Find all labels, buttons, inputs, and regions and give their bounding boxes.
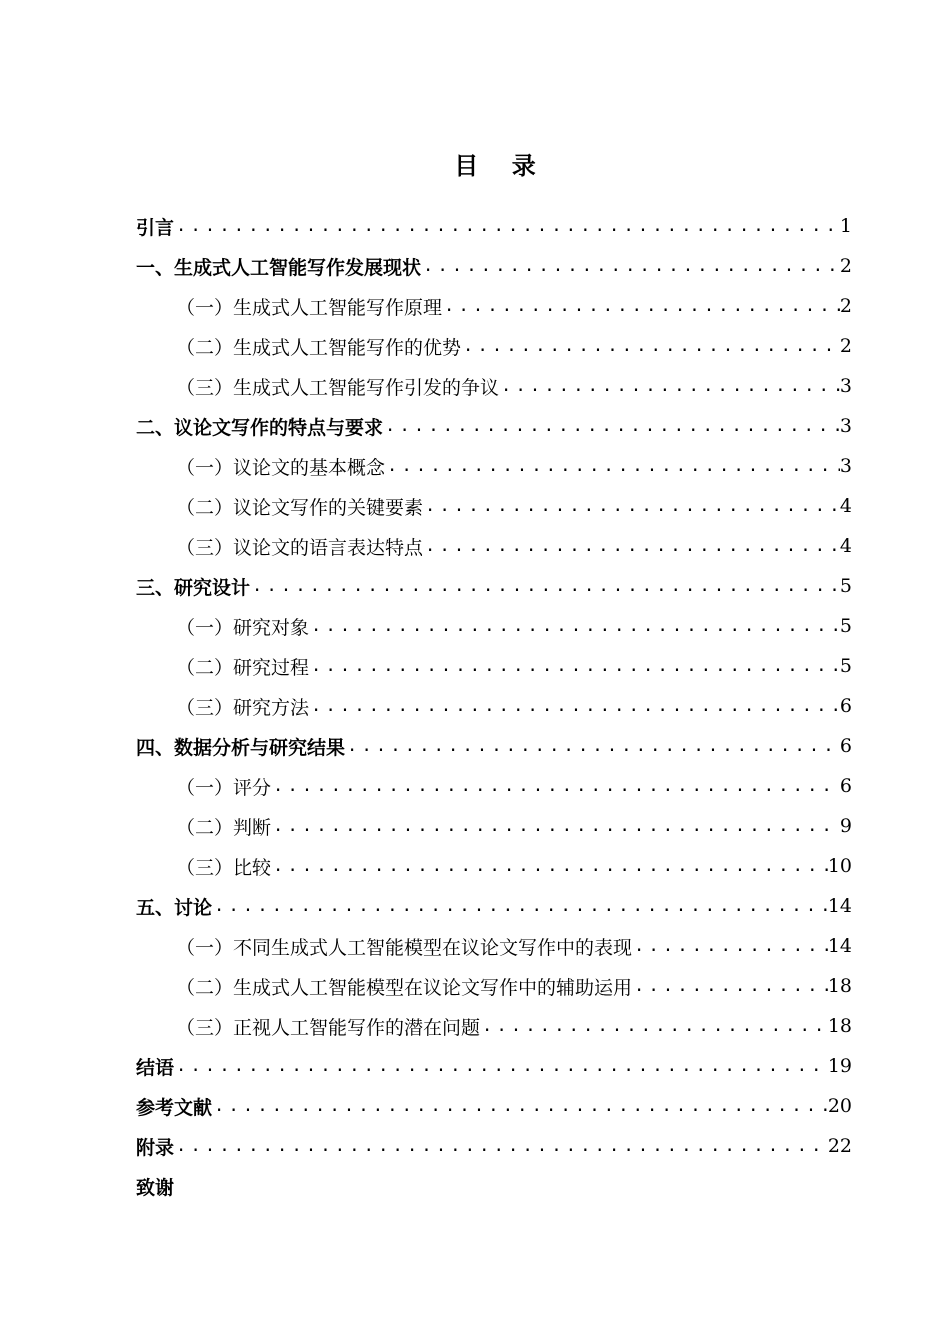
toc-entry-label: （一）评分 bbox=[176, 776, 272, 799]
toc-entry-intro[interactable] bbox=[136, 206, 852, 246]
toc-page-number: 3 bbox=[839, 375, 852, 397]
toc-page-number: 5 bbox=[839, 615, 852, 637]
toc-dot-leader bbox=[271, 816, 840, 836]
toc-page-number: 14 bbox=[827, 895, 852, 917]
toc-page-number: 3 bbox=[839, 415, 852, 437]
toc-entry-chapter-5[interactable] bbox=[136, 886, 852, 926]
toc-dot-leader bbox=[309, 616, 840, 636]
toc-entry-section-5-3[interactable] bbox=[176, 1006, 852, 1046]
toc-page-number: 6 bbox=[839, 775, 852, 797]
toc-entry-section-4-1[interactable] bbox=[176, 766, 852, 806]
toc-dot-leader bbox=[174, 216, 840, 236]
toc-entry-label: （三）议论文的语言表达特点 bbox=[176, 536, 424, 559]
toc-dot-leader bbox=[480, 1016, 828, 1036]
toc-dot-leader bbox=[212, 896, 828, 916]
toc-page-number: 1 bbox=[839, 215, 852, 237]
toc-entry-label: （一）不同生成式人工智能模型在议论文写作中的表现 bbox=[176, 936, 633, 959]
toc-page-number: 18 bbox=[827, 975, 852, 997]
toc-entry-label: （三）生成式人工智能写作引发的争议 bbox=[176, 376, 500, 399]
toc-dot-leader bbox=[345, 736, 840, 756]
toc-entry-label: 一、生成式人工智能写作发展现状 bbox=[136, 256, 422, 279]
toc-dot-leader bbox=[421, 256, 840, 276]
toc-dot-leader bbox=[423, 536, 840, 556]
toc-page-number: 4 bbox=[839, 495, 852, 517]
toc-page-number: 2 bbox=[839, 255, 852, 277]
toc-dot-leader bbox=[383, 416, 840, 436]
toc-page-number: 19 bbox=[827, 1055, 852, 1077]
toc-entry-label: 五、讨论 bbox=[136, 896, 213, 919]
toc-entry-label: 参考文献 bbox=[136, 1096, 213, 1119]
toc-entry-label: （二）生成式人工智能写作的优势 bbox=[176, 336, 462, 359]
toc-entry-chapter-1[interactable] bbox=[136, 246, 852, 286]
toc-entry-section-3-2[interactable] bbox=[176, 646, 852, 686]
toc-entry-label: （一）议论文的基本概念 bbox=[176, 456, 386, 479]
toc-entry-label: 二、议论文写作的特点与要求 bbox=[136, 416, 384, 439]
toc-page-number: 20 bbox=[827, 1095, 852, 1117]
toc-page-number: 14 bbox=[827, 935, 852, 957]
toc-page-number: 5 bbox=[839, 575, 852, 597]
toc-entry-section-1-3[interactable] bbox=[176, 366, 852, 406]
toc-entry-appendix[interactable] bbox=[136, 1126, 852, 1166]
toc-entry-label: 四、数据分析与研究结果 bbox=[136, 736, 346, 759]
toc-page-number: 10 bbox=[827, 855, 852, 877]
toc-entry-label: 结语 bbox=[136, 1056, 175, 1079]
toc-dot-leader bbox=[271, 856, 828, 876]
toc-entry-section-1-1[interactable] bbox=[176, 286, 852, 326]
toc-entry-label: （一）研究对象 bbox=[176, 616, 310, 639]
toc-entry-label: 引言 bbox=[136, 216, 175, 239]
toc-entry-chapter-3[interactable] bbox=[136, 566, 852, 606]
toc-page-number: 18 bbox=[827, 1015, 852, 1037]
toc-entry-conclusion[interactable] bbox=[136, 1046, 852, 1086]
toc-entry-section-2-2[interactable] bbox=[176, 486, 852, 526]
toc-page-number: 3 bbox=[839, 455, 852, 477]
toc-dot-leader bbox=[174, 1136, 828, 1156]
toc-dot-leader bbox=[174, 1056, 828, 1076]
toc-entry-label: （三）研究方法 bbox=[176, 696, 310, 719]
toc-entry-section-3-1[interactable] bbox=[176, 606, 852, 646]
toc-page-number: 9 bbox=[839, 815, 852, 837]
toc-dot-leader bbox=[442, 296, 840, 316]
toc-dot-leader bbox=[632, 936, 828, 956]
toc-entry-section-3-3[interactable] bbox=[176, 686, 852, 726]
toc-dot-leader bbox=[309, 656, 840, 676]
toc-entry-section-2-1[interactable] bbox=[176, 446, 852, 486]
toc-entry-acknowledgements[interactable] bbox=[136, 1166, 852, 1206]
toc-page-number: 22 bbox=[827, 1135, 852, 1157]
toc-page-number: 6 bbox=[839, 695, 852, 717]
toc-page-number: 2 bbox=[839, 335, 852, 357]
toc-page-number: 2 bbox=[839, 295, 852, 317]
toc-entry-chapter-2[interactable] bbox=[136, 406, 852, 446]
toc-entry-label: （三）正视人工智能写作的潜在问题 bbox=[176, 1016, 481, 1039]
toc-dot-leader bbox=[271, 776, 840, 796]
toc-entry-section-1-2[interactable] bbox=[176, 326, 852, 366]
toc-entry-references[interactable] bbox=[136, 1086, 852, 1126]
toc-entry-label: （三）比较 bbox=[176, 856, 272, 879]
toc-page-number: 5 bbox=[839, 655, 852, 677]
toc-dot-leader bbox=[499, 376, 840, 396]
toc-dot-leader bbox=[309, 696, 840, 716]
toc-entry-label: 致谢 bbox=[136, 1176, 175, 1199]
toc-entry-chapter-4[interactable] bbox=[136, 726, 852, 766]
toc-page-number: 6 bbox=[839, 735, 852, 757]
page-title: 目 录 bbox=[454, 152, 536, 180]
toc-entry-section-4-3[interactable] bbox=[176, 846, 852, 886]
toc-dot-leader bbox=[212, 1096, 828, 1116]
toc-entry-label: （二）判断 bbox=[176, 816, 272, 839]
toc-entry-label: （二）议论文写作的关键要素 bbox=[176, 496, 424, 519]
toc-entry-label: （二）研究过程 bbox=[176, 656, 310, 679]
toc-entry-label: （一）生成式人工智能写作原理 bbox=[176, 296, 443, 319]
toc-dot-leader bbox=[385, 456, 840, 476]
toc-entry-label: 三、研究设计 bbox=[136, 576, 251, 599]
toc-entry-section-2-3[interactable] bbox=[176, 526, 852, 566]
toc-dot-leader bbox=[632, 976, 828, 996]
toc-entry-label: （二）生成式人工智能模型在议论文写作中的辅助运用 bbox=[176, 976, 633, 999]
toc-entry-section-4-2[interactable] bbox=[176, 806, 852, 846]
toc-entry-section-5-2[interactable] bbox=[176, 966, 852, 1006]
toc-dot-leader bbox=[461, 336, 840, 356]
toc-dot-leader bbox=[423, 496, 840, 516]
toc-dot-leader bbox=[250, 576, 840, 596]
toc-entry-section-5-1[interactable] bbox=[176, 926, 852, 966]
toc-entry-label: 附录 bbox=[136, 1136, 175, 1159]
toc-page-number: 4 bbox=[839, 535, 852, 557]
